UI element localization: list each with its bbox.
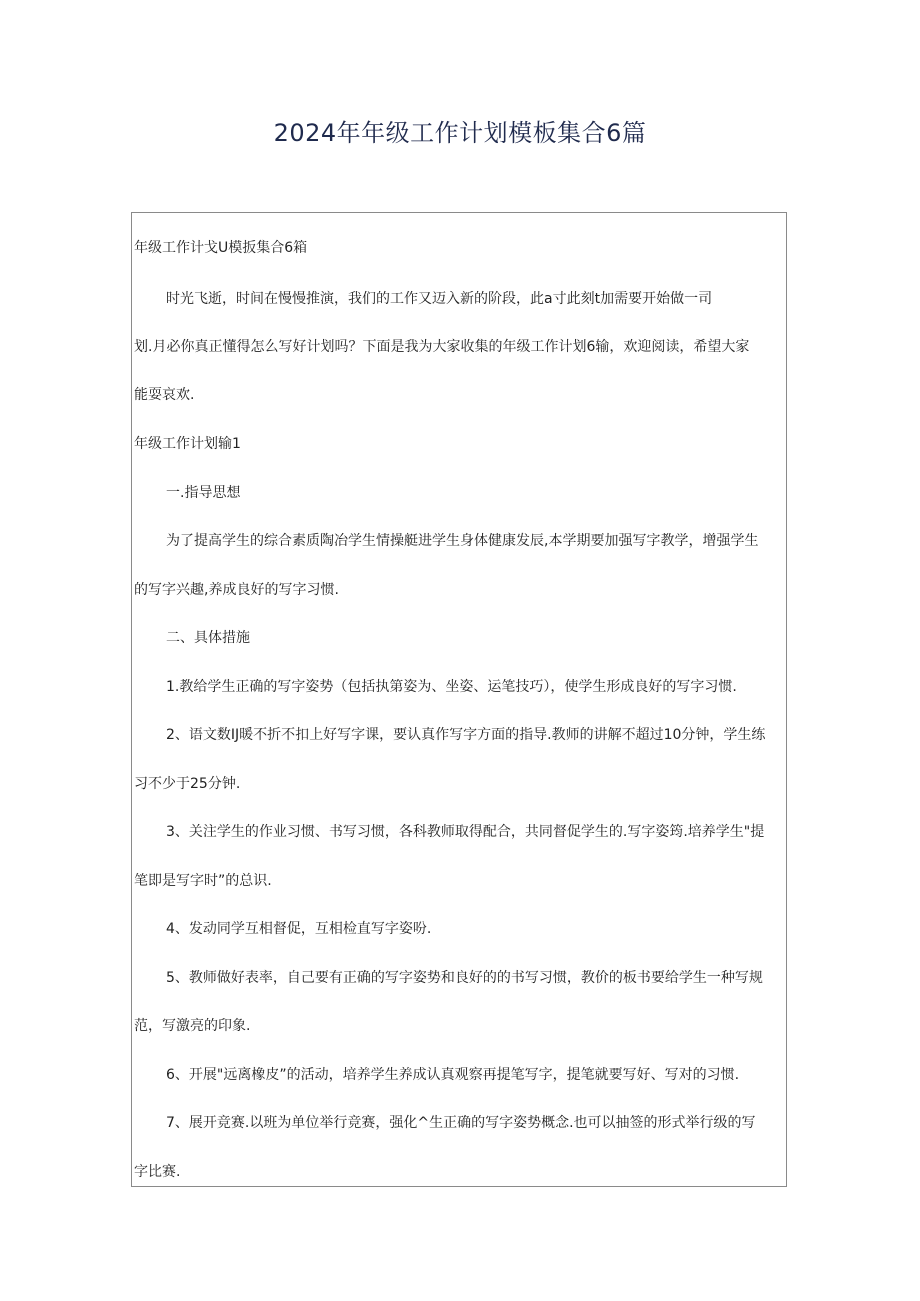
list-item: 6、开展"远离橡皮”的活动，培养学生养成认真观察再提笔写字，提笔就要写好、写对的习惯. (166, 1067, 740, 1083)
list-item-continuation: 习不少于25分钟. (134, 776, 241, 792)
list-item: 2、语文数IJ暖不折不扣上好写字课，要认真作写字方面的指导.教师的讲解不超过10分钟，学生练 (166, 727, 766, 743)
section2-heading: 二、具体措施 (166, 630, 250, 646)
section1-heading: 一.指导思想 (166, 485, 241, 501)
plan1-heading: 年级工作计划输1 (134, 436, 241, 452)
content-heading: 年级工作计戈U模扳集合6箱 (134, 240, 308, 256)
section1-paragraph-line: 为了提高学生的综合素质陶冶学生情操艇进学生身体健康发辰,本学期要加强写字教学，增强学生 (166, 533, 759, 549)
list-item: 7、展开竞赛.以班为单位举行竞赛，强化^生正确的写字姿势概念.也可以抽签的形式举行级的写 (166, 1115, 756, 1131)
list-item-continuation: 字比赛. (134, 1164, 181, 1180)
list-item: 5、教师做好表率，自己要有正确的写字姿势和良好的的书写习惯，教价的板书要给学生一种写规 (166, 970, 763, 986)
section1-paragraph-line: 的写字兴趣,养成良好的写字习惯. (134, 582, 339, 598)
list-item-continuation: 范，写激亮的印象. (134, 1018, 251, 1034)
list-item: 3、关注学生的作业习惯、书写习惯，各科教师取得配合，共同督促学生的.写字姿筠.培养学生"提 (166, 824, 765, 840)
list-item-continuation: 笔即是写字时”的总识. (134, 873, 272, 889)
list-item: 4、发动同学互相督促，互相检直写字姿吩. (166, 921, 432, 937)
intro-paragraph-line: 划.月必你真正懂得怎么写好计划吗？下面是我为大家收集的年级工作计划6输，欢迎阅读，希望大家 (134, 339, 750, 355)
content-box (131, 212, 787, 1187)
intro-paragraph-line: 时光飞逝，时间在慢慢推演，我们的工作又迈入新的阶段，此a寸此刻t加需要开始做一司 (166, 291, 713, 307)
intro-paragraph-line: 能耍哀欢. (134, 387, 195, 403)
list-item: 1.教给学生正确的写字姿势（包括执第姿为、坐姿、运笔技巧），使学生形成良好的写字习惯. (166, 679, 737, 695)
document-title: 2024年年级工作计划模板集合6篇 (273, 119, 647, 147)
